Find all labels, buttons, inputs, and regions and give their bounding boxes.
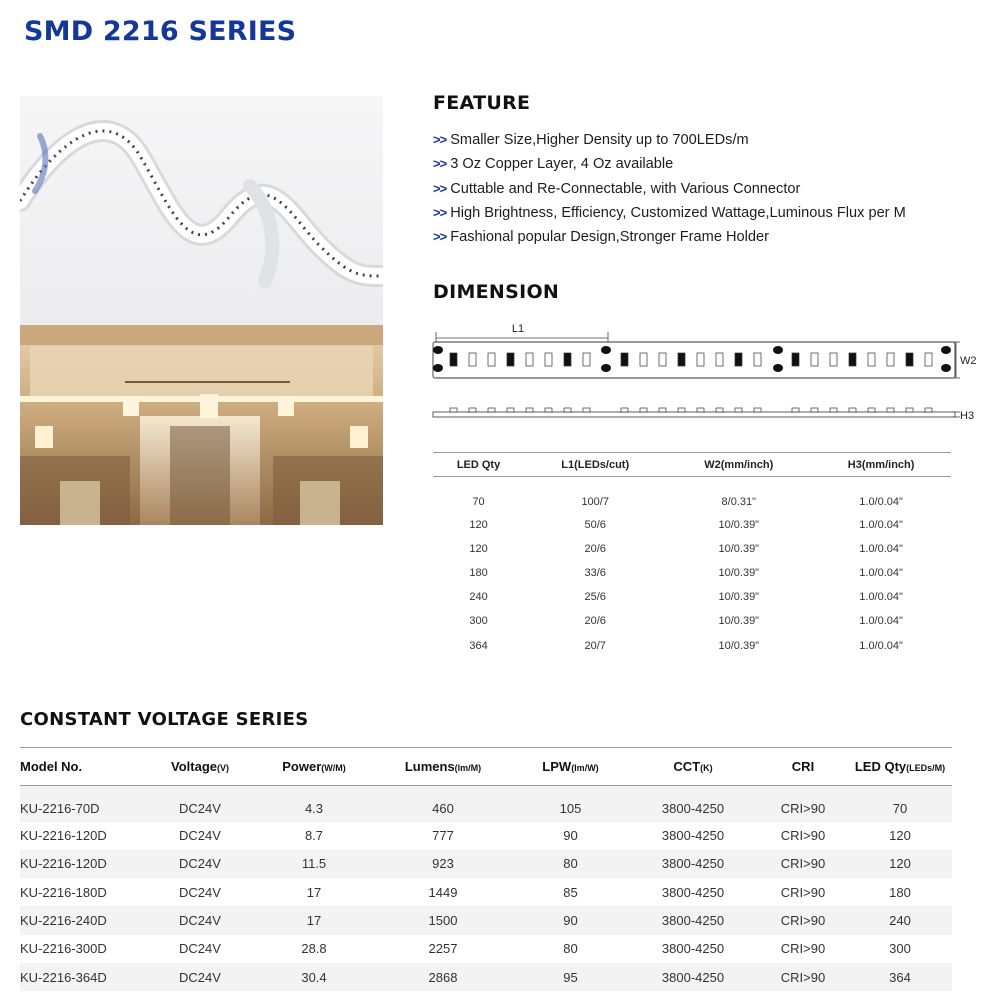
h3-label: H3 <box>960 410 975 422</box>
table-cell: 460 <box>373 786 513 822</box>
column-header: Voltage(V) <box>145 748 255 786</box>
table-cell: DC24V <box>179 941 221 957</box>
led-chip-side <box>526 408 533 412</box>
table-row: 364 20/7 10/0.39" 1.0/0.04" <box>469 639 903 652</box>
table-cell: 80 <box>563 941 578 957</box>
dimension-table <box>433 452 951 658</box>
led-chip <box>640 353 647 366</box>
table-cell: 120 <box>848 850 952 878</box>
led-chip <box>716 353 723 366</box>
led-chip-side <box>906 408 913 412</box>
table-cell: 2257 <box>428 941 458 957</box>
table-cell: CRI>90 <box>780 941 826 957</box>
led-chip <box>906 353 913 366</box>
solder-pad <box>773 346 783 354</box>
dimension-drawing <box>430 320 980 430</box>
feature-list <box>433 128 906 249</box>
table-cell: KU-2216-70D <box>20 786 145 822</box>
table-cell: 3800-4250 <box>661 941 725 957</box>
table-row <box>20 963 952 991</box>
led-chip-side <box>488 408 495 412</box>
led-chip-side <box>754 408 761 412</box>
led-chip <box>488 353 495 366</box>
feature-item: >> High Brightness, Efficiency, Customized Wattage,Luminous Flux per M <box>433 204 906 221</box>
table-cell: 30.4 <box>255 963 373 991</box>
page-title: SMD 2216 SERIES <box>24 16 297 47</box>
constant-voltage-table <box>20 747 952 991</box>
double-chevron-icon: >> <box>433 132 447 147</box>
column-header: L1(LEDs/cut) <box>524 453 666 477</box>
led-chip <box>792 353 799 366</box>
column-header: CCT(K) <box>628 748 758 786</box>
table-row <box>20 935 952 963</box>
led-chip <box>450 353 457 366</box>
table-cell: 8.7 <box>304 828 324 844</box>
product-photo <box>20 96 383 525</box>
solder-pad <box>433 364 443 372</box>
table-cell: 300 <box>889 941 911 957</box>
table-cell: KU-2216-364D <box>20 963 145 991</box>
led-chip <box>469 353 476 366</box>
constant-voltage-heading: CONSTANT VOLTAGE SERIES <box>20 709 309 730</box>
w2-label: W2 <box>960 355 977 367</box>
led-chip <box>659 353 666 366</box>
table-row: 120 20/6 10/0.39" 1.0/0.04" <box>469 542 903 555</box>
led-chip <box>754 353 761 366</box>
led-chip <box>849 353 856 366</box>
led-chip <box>868 353 875 366</box>
led-chip-side <box>583 408 590 412</box>
column-header: Power(W/M) <box>255 748 373 786</box>
double-chevron-icon: >> <box>433 156 447 172</box>
feature-item: >> Cuttable and Re-Connectable, with Various Connector <box>433 180 801 197</box>
led-chip <box>526 353 533 366</box>
led-chip <box>811 353 818 366</box>
led-chip-side <box>545 408 552 412</box>
column-header: CRI <box>758 748 848 786</box>
table-cell: 923 <box>373 850 513 878</box>
table-cell: 90 <box>563 828 578 844</box>
table-cell: 3800-4250 <box>628 906 758 934</box>
table-cell: 90 <box>513 906 628 934</box>
led-chip-side <box>811 408 818 412</box>
led-chip <box>925 353 932 366</box>
table-row: 180 33/6 10/0.39" 1.0/0.04" <box>469 566 903 579</box>
led-chip-side <box>450 408 457 412</box>
table-cell: DC24V <box>145 906 255 934</box>
table-cell: 1500 <box>373 906 513 934</box>
led-chip <box>545 353 552 366</box>
table-row <box>20 850 952 878</box>
led-chip <box>735 353 742 366</box>
column-header: Lumens(lm/M) <box>373 748 513 786</box>
table-header-row <box>20 748 952 786</box>
led-chip <box>564 353 571 366</box>
table-cell: 3800-4250 <box>628 850 758 878</box>
table-cell: 3800-4250 <box>628 786 758 822</box>
led-chip-side <box>849 408 856 412</box>
table-cell: 777 <box>432 828 454 844</box>
led-chip-side <box>469 408 476 412</box>
column-header: W2(mm/inch) <box>666 453 811 477</box>
table-cell: 3800-4250 <box>661 828 725 844</box>
led-chip-side <box>716 408 723 412</box>
table-row <box>20 786 952 822</box>
led-chip-side <box>925 408 932 412</box>
column-header: LPW(lm/W) <box>513 748 628 786</box>
solder-pad <box>601 346 611 354</box>
table-cell: DC24V <box>179 884 221 900</box>
feature-item: >> Fashional popular Design,Stronger Frame Holder <box>433 229 769 246</box>
double-chevron-icon: >> <box>433 204 447 220</box>
led-chip <box>621 353 628 366</box>
led-chip-side <box>792 408 799 412</box>
solder-pad <box>941 364 951 372</box>
led-chip <box>678 353 685 366</box>
table-cell: 240 <box>848 906 952 934</box>
column-header: LED Qty <box>433 453 524 477</box>
table-cell: KU-2216-180D <box>20 884 107 900</box>
table-cell: DC24V <box>145 850 255 878</box>
table-row: 120 50/6 10/0.39" 1.0/0.04" <box>469 518 903 531</box>
solder-pad <box>941 346 951 354</box>
table-cell: DC24V <box>145 963 255 991</box>
table-cell: KU-2216-120D <box>20 850 145 878</box>
led-chip-side <box>659 408 666 412</box>
led-chip-side <box>507 408 514 412</box>
table-row <box>20 878 952 906</box>
led-chip <box>697 353 704 366</box>
led-chip-side <box>868 408 875 412</box>
table-cell: 4.3 <box>255 786 373 822</box>
table-cell: KU-2216-300D <box>20 941 107 957</box>
table-header-row <box>433 453 951 477</box>
led-chip-side <box>621 408 628 412</box>
double-chevron-icon: >> <box>433 229 447 245</box>
table-cell: DC24V <box>179 828 221 844</box>
led-chip-side <box>678 408 685 412</box>
table-cell: 105 <box>513 786 628 822</box>
table-cell: CRI>90 <box>758 963 848 991</box>
led-chip-side <box>697 408 704 412</box>
feature-item: >> Smaller Size,Higher Density up to 700LEDs/m <box>433 132 749 148</box>
led-chip <box>887 353 894 366</box>
table-cell: 2868 <box>373 963 513 991</box>
solder-pad <box>433 346 443 354</box>
dimension-heading: DIMENSION <box>433 281 560 303</box>
table-cell: 3800-4250 <box>661 884 725 900</box>
l1-label: L1 <box>511 323 525 335</box>
table-cell: 80 <box>513 850 628 878</box>
led-chip-side <box>640 408 647 412</box>
feature-heading: FEATURE <box>433 92 531 114</box>
double-chevron-icon: >> <box>433 180 447 196</box>
table-cell: 70 <box>848 786 952 822</box>
table-cell: DC24V <box>145 786 255 822</box>
led-chip <box>507 353 514 366</box>
table-cell: 17 <box>306 884 322 900</box>
table-cell: 3800-4250 <box>628 963 758 991</box>
table-cell: CRI>90 <box>780 828 826 844</box>
table-row: 300 20/6 10/0.39" 1.0/0.04" <box>469 615 903 628</box>
led-chip-side <box>564 408 571 412</box>
table-cell: CRI>90 <box>758 786 848 822</box>
led-chip <box>583 353 590 366</box>
table-cell: CRI>90 <box>758 850 848 878</box>
table-cell: 364 <box>848 963 952 991</box>
column-header: H3(mm/inch) <box>811 453 951 477</box>
table-cell: 95 <box>513 963 628 991</box>
table-row <box>20 822 952 850</box>
led-chip <box>830 353 837 366</box>
column-header: LED Qty(LEDs/M) <box>848 748 952 786</box>
table-cell: CRI>90 <box>780 884 826 900</box>
table-row: 70 100/7 8/0.31" 1.0/0.04" <box>472 495 903 508</box>
feature-item: >> 3 Oz Copper Layer, 4 Oz available <box>433 156 674 173</box>
table-cell: 1449 <box>428 884 458 900</box>
led-chip-side <box>735 408 742 412</box>
table-cell: 120 <box>889 828 911 844</box>
table-cell: 11.5 <box>255 850 373 878</box>
table-cell: 28.8 <box>301 941 327 957</box>
solder-pad <box>601 364 611 372</box>
column-header: Model No. <box>20 748 145 786</box>
table-cell: KU-2216-240D <box>20 906 145 934</box>
table-cell: 85 <box>563 884 578 900</box>
led-chip-side <box>887 408 894 412</box>
table-row <box>20 906 952 934</box>
table-cell: KU-2216-120D <box>20 828 107 844</box>
table-cell: 17 <box>255 906 373 934</box>
solder-pad <box>773 364 783 372</box>
led-chip-side <box>830 408 837 412</box>
table-cell: CRI>90 <box>758 906 848 934</box>
table-row: 240 25/6 10/0.39" 1.0/0.04" <box>469 591 903 604</box>
table-cell: 180 <box>889 884 911 900</box>
